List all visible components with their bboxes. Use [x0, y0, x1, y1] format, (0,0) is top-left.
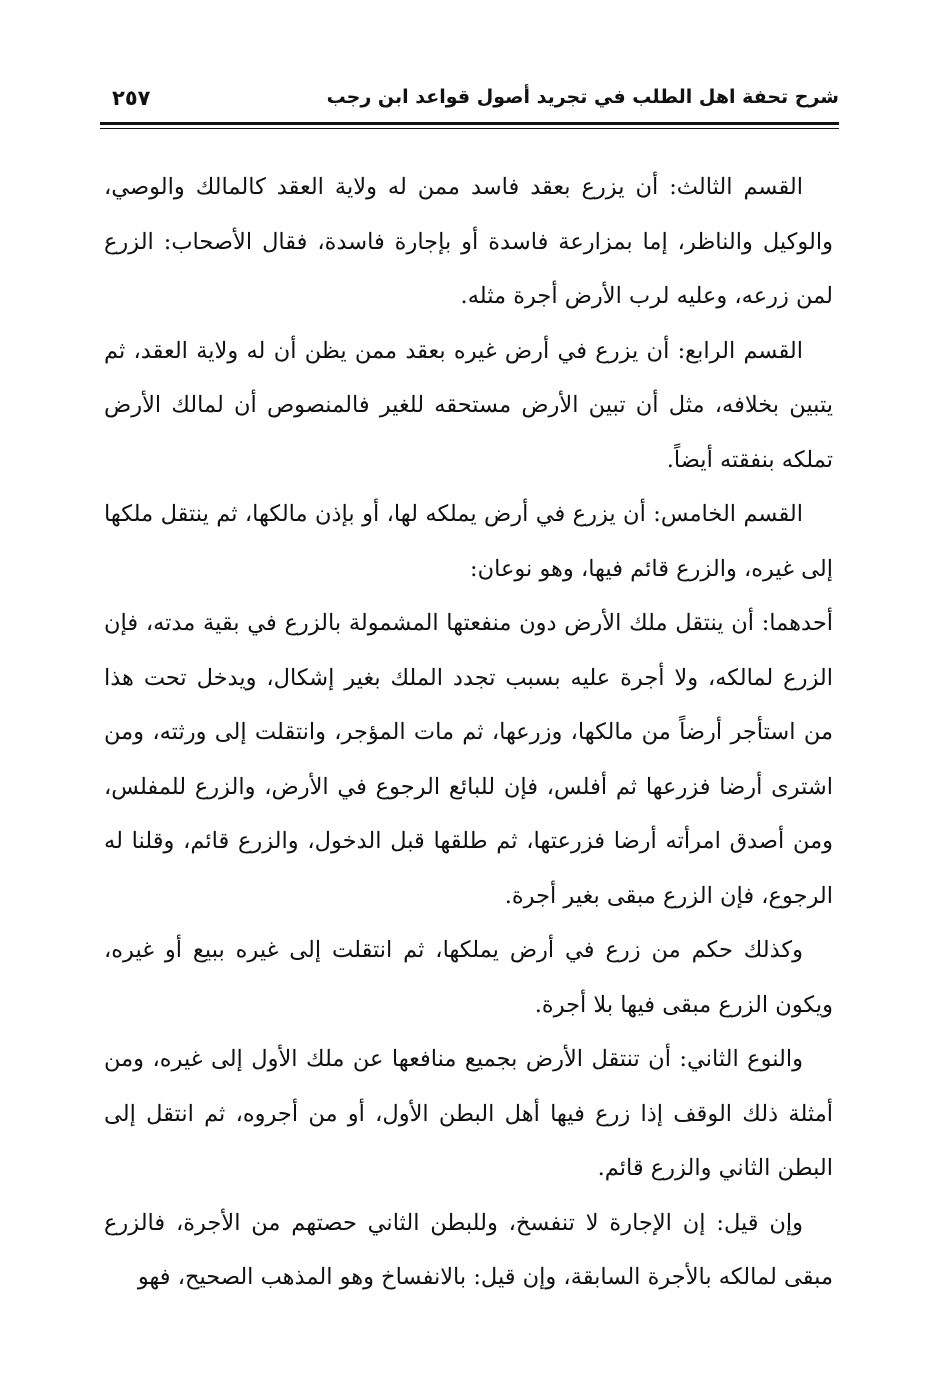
header-divider-thin	[100, 128, 839, 129]
running-title: شرح تحفة اهل الطلب في تجريد أصول قواعد ابن رجب	[326, 86, 839, 108]
paragraph-6: والنوع الثاني: أن تنتقل الأرض بجميع منافعها عن ملك الأول إلى غيره، ومن أمثلة ذلك الوقف إذا زرع فيها أهل البطن الأول، أو من أجروه، ثم انتقل إلى البطن الثاني والزرع قائم.	[104, 1046, 833, 1181]
paragraph-2: القسم الرابع: أن يزرع في أرض غيره بعقد ممن يظن أن له ولاية العقد، ثم يتبين بخلافه، مثل أن تبين الأرض مستحقه للغير فالمنصوص أن لمالك الأرض تملكه بنفقته أيضاً.	[104, 337, 833, 473]
page-number: ٢٥٧	[112, 86, 151, 110]
paragraph-5: وكذلك حكم من زرع في أرض يملكها، ثم انتقلت إلى غيره ببيع أو غيره، ويكون الزرع مبقى فيها بلا أجرة.	[104, 937, 833, 1018]
page-header	[100, 82, 839, 118]
paragraph-1: القسم الثالث: أن يزرع بعقد فاسد ممن له ولاية العقد كالمالك والوصي، والوكيل والناظر، إما بمزارعة فاسدة أو بإجارة فاسدة، فقال الأصحاب: الزرع لمن زرعه، وعليه لرب الأرض أجرة مثله.	[104, 174, 833, 309]
header-divider-thick	[100, 122, 839, 125]
paragraph-3: القسم الخامس: أن يزرع في أرض يملكه لها، أو بإذن مالكها، ثم ينتقل ملكها إلى غيره، والزرع قائم فيها، وهو نوعان:	[104, 501, 833, 582]
page-body	[104, 160, 833, 1305]
paragraph-7: وإن قيل: إن الإجارة لا تنفسخ، وللبطن الثاني حصتهم من الأجرة، فالزرع مبقى لمالكه بالأجرة السابقة، وإن قيل: بالانفساخ وهو المذهب الصحيح، فهو	[104, 1209, 833, 1290]
paragraph-4: أحدهما: أن ينتقل ملك الأرض دون منفعتها المشمولة بالزرع في بقية مدته، فإن الزرع لمالكه، ولا أجرة عليه بسبب تجدد الملك بغير إشكال، ويدخل تحت هذا من استأجر أرضاً من مالكها، وزرعها، ثم مات المؤجر، وانتقلت إلى ورثته، ومن اشترى أرضا فزرعها ثم أفلس، فإن للبائع الرجوع في الأرض، والزرع للمفلس، ومن أصدق امرأته أرضا فزرعتها، ثم طلقها قبل الدخول، والزرع قائم، وقلنا له الرجوع، فإن الزرع مبقى بغير أجرة.	[104, 610, 833, 909]
